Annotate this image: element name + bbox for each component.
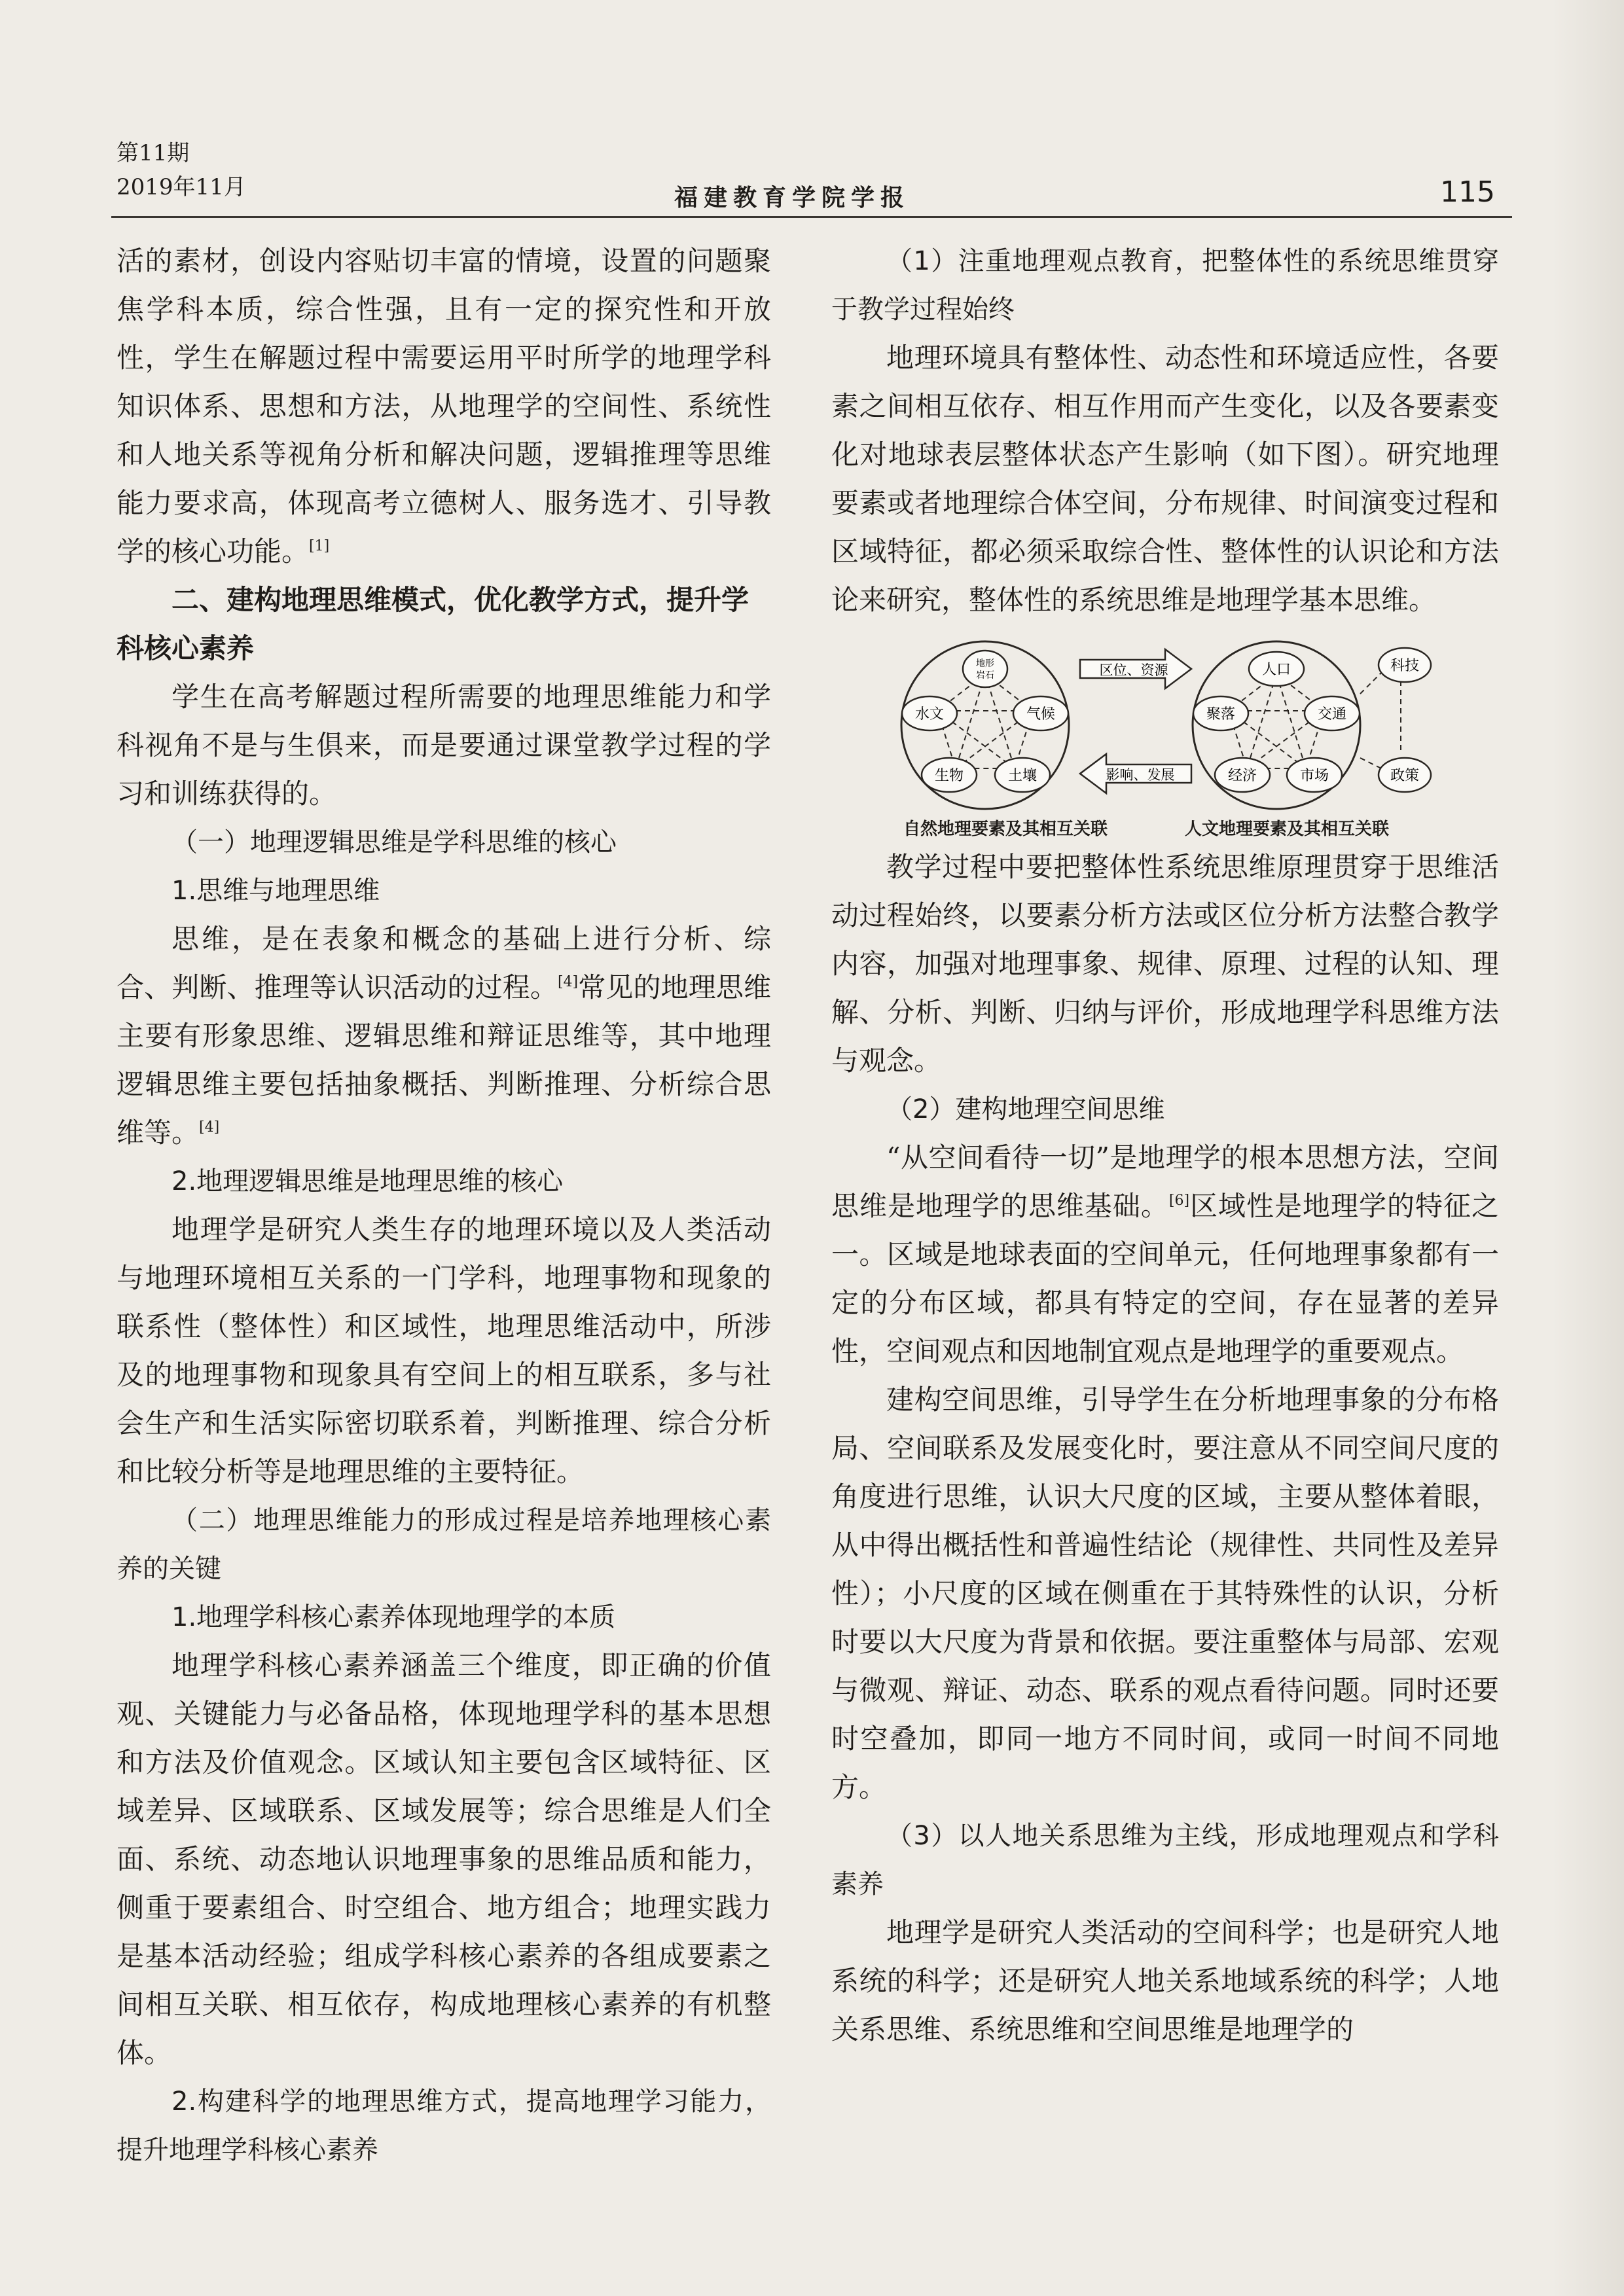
- page-number: 115: [1440, 175, 1495, 209]
- svg-text:经济: 经济: [1227, 768, 1257, 784]
- diagram-svg: [884, 640, 1447, 817]
- svg-text:区位、资源: 区位、资源: [1099, 662, 1168, 678]
- svg-text:人口: 人口: [1261, 662, 1291, 678]
- header-rule: [111, 216, 1512, 218]
- journal-title: 福建教育学院学报: [674, 185, 911, 211]
- subsection-heading: 2.构建科学的地理思维方式，提高地理学习能力，提升地理学科核心素养: [117, 2087, 771, 2165]
- human-link: [1276, 674, 1306, 768]
- page-header-left: [117, 136, 246, 204]
- paragraph: 地理学是研究人类活动的空间科学；也是研究人地系统的科学；还是研究人地关系地域系统的科学；人地关系思维、系统思维和空间思维是地理学的: [831, 1916, 1499, 2045]
- paragraph: 地理学科核心素养涵盖三个维度，即正确的价值观、关键能力与必备品格，体现地理学科的基本思想和方法及价值观念。区域认知主要包含区域特征、区域差异、区域联系、区域发展等；综合思维是人们全面、系统、动态地认识地理事象的思维品质和能力，侧重于要素组合、时空组合、地方组合；地理实践力是基本活动经验；组成学科核心素养的各组成要素之间相互关联、相互依存，构成地理核心素养的有机整体。: [117, 1649, 771, 2069]
- svg-text:生物: 生物: [934, 768, 964, 784]
- node-soil: [995, 758, 1050, 792]
- subsection-heading: 1.地理学科核心素养体现地理学的本质: [171, 1602, 616, 1632]
- paragraph: 学生在高考解题过程所需要的地理思维能力和学科视角不是与生俱来，而是要通过课堂教学过程的学习和训练获得的。: [117, 681, 771, 810]
- node-policy: [1379, 758, 1431, 792]
- paragraph: 地理环境具有整体性、动态性和环境适应性，各要素之间相互依存、相互作用而产生变化，以及各要素变化对地球表层整体状态产生影响（如下图）。研究地理要素或者地理综合体空间，分布规律、时间演变过程和区域特征，都必须采取综合性、整体性的认识论和方法论来研究，整体性的系统思维是地理学基本思维。: [831, 342, 1499, 616]
- paragraph: “从空间看待一切”是地理学的根本思想方法，空间思维是地理学的思维基础。[6]区域性是地理学的特征之一。区域是地球表面的空间单元，任何地理事象都有一定的分布区域，都具有特定的空间，存在显著的差异性，空间观点和因地制宜观点是地理学的重要观点。: [831, 1141, 1499, 1367]
- node-technology: [1379, 648, 1431, 682]
- paragraph: 活的素材，创设内容贴切丰富的情境，设置的问题聚焦学科本质，综合性强，且有一定的探究性和开放性，学生在解题过程中需要运用平时所学的地理学科知识体系、思想和方法，从地理学的空间性、系统性和人地关系等视角分析和解决问题，逻辑推理等思维能力要求高，体现高考立德树人、服务选才、引导教学的核心功能。[1]: [117, 245, 771, 567]
- section-heading: 二、建构地理思维模式，优化教学方式，提升学科核心素养: [117, 584, 749, 664]
- arrow-location-resources: [1080, 649, 1191, 689]
- paragraph: 教学过程中要把整体性系统思维原理贯穿于思维活动过程始终，以要素分析方法或区位分析方法整合教学内容，加强对地理事象、规律、原理、过程的认知、理解、分析、判断、归纳与评价，形成地理学科思维方法与观念。: [831, 851, 1499, 1077]
- node-market: [1287, 758, 1342, 792]
- natural-link: [956, 674, 985, 768]
- outer-link: [1360, 758, 1381, 768]
- subsection-heading: 2.地理逻辑思维是地理思维的核心: [171, 1166, 564, 1196]
- subsection-heading: （2）建构地理空间思维: [886, 1094, 1165, 1124]
- svg-text:影响、发展: 影响、发展: [1106, 767, 1175, 783]
- node-economy: [1215, 758, 1270, 792]
- node-transport: [1305, 696, 1360, 730]
- svg-text:政策: 政策: [1390, 768, 1420, 784]
- node-population: [1249, 652, 1304, 686]
- subsection-heading: （3）以人地关系思维为主线，形成地理观点和学科素养: [831, 1821, 1499, 1899]
- right-column: [831, 237, 1499, 2054]
- node-settlement: [1193, 696, 1248, 730]
- svg-text:科技: 科技: [1390, 658, 1420, 674]
- subsection-heading: （1）注重地理观点教育，把整体性的系统思维贯穿于教学过程始终: [831, 246, 1499, 325]
- caption-human: 人文地理要素及其相互关联: [1185, 819, 1390, 839]
- paragraph: 思维，是在表象和概念的基础上进行分析、综合、判断、推理等认识活动的过程。[4]常见的地理思维主要有形象思维、逻辑思维和辩证思维等，其中地理逻辑思维主要包括抽象概括、判断推理、分析综合思维等。[4]: [117, 923, 771, 1149]
- issue-number: 第11期: [117, 140, 190, 166]
- scan-shadow: [1552, 0, 1624, 2296]
- outer-link: [1360, 673, 1381, 694]
- svg-text:交通: 交通: [1317, 706, 1347, 723]
- svg-text:水文: 水文: [914, 706, 945, 723]
- svg-text:市场: 市场: [1299, 768, 1329, 784]
- node-hydrology: [902, 696, 957, 730]
- node-biology: [922, 758, 977, 792]
- geo-elements-diagram: [831, 640, 1499, 839]
- human-link: [1247, 674, 1276, 768]
- caption-natural: 自然地理要素及其相互关联: [903, 819, 1108, 839]
- svg-text:地形: 地形: [976, 658, 994, 669]
- paragraph: 地理学是研究人类生存的地理环境以及人类活动与地理环境相互关系的一门学科，地理事物和现象的联系性（整体性）和区域性，地理思维活动中，所涉及的地理事物和现象具有空间上的相互联系，多与社会生产和生活实际密切联系着，判断推理、综合分析和比较分析等是地理思维的主要特征。: [117, 1213, 771, 1488]
- subsection-heading: （二）地理思维能力的形成过程是培养地理核心素养的关键: [117, 1505, 771, 1584]
- natural-link: [985, 674, 1015, 768]
- arrow-impact-development: [1080, 754, 1191, 793]
- svg-text:气候: 气候: [1026, 706, 1056, 723]
- subsection-heading: 1.思维与地理思维: [171, 876, 380, 906]
- subsection-heading: （一）地理逻辑思维是学科思维的核心: [171, 827, 617, 857]
- svg-text:聚落: 聚落: [1206, 706, 1236, 723]
- paragraph: 建构空间思维，引导学生在分析地理事象的分布格局、空间联系及发展变化时，要注意从不同空间尺度的角度进行思维，认识大尺度的区域，主要从整体着眼，从中得出概括性和普遍性结论（规律性、共同性及差异性）；小尺度的区域在侧重在于其特殊性的认识，分析时要以大尺度为背景和依据。要注重整体与局部、宏观与微观、辩证、动态、联系的观点看待问题。同时还要时空叠加，即同一地方不同时间，或同一时间不同地方。: [831, 1384, 1499, 1803]
- left-column: [117, 237, 771, 2174]
- node-terrain: [963, 651, 1007, 687]
- svg-text:岩石: 岩石: [976, 670, 994, 681]
- node-climate: [1013, 696, 1068, 730]
- issue-date: 2019年11月: [117, 174, 246, 200]
- svg-text:土壤: 土壤: [1007, 768, 1038, 784]
